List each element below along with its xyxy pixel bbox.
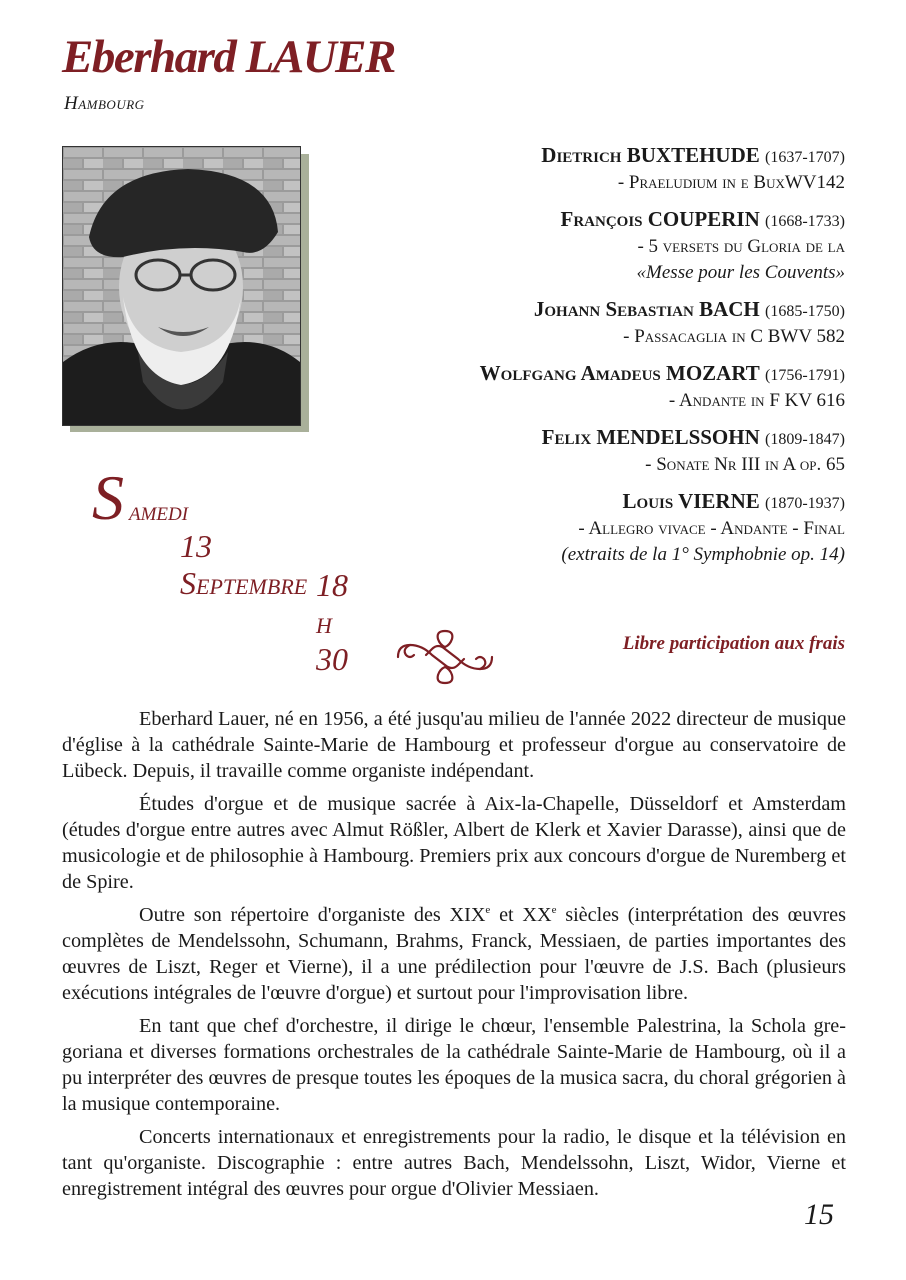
biography	[62, 706, 846, 1209]
flourish-ornament-icon	[392, 625, 498, 690]
work-subtitle: (extraits de la 1° Symphobnie op. 14)	[561, 544, 845, 565]
program-item-mozart	[325, 361, 845, 414]
program-item-vierne	[325, 489, 845, 568]
composer-name: Louis VIERNE	[622, 489, 760, 513]
work-subtitle: «Messe pour les Couvents»	[636, 262, 845, 283]
admission-note: Libre participation aux frais	[622, 633, 845, 654]
program-item-couperin	[325, 207, 845, 286]
composer-name: Felix MENDELSSOHN	[541, 425, 760, 449]
composer-name: Dietrich BUXTEHUDE	[541, 143, 760, 167]
bio-text: et XX	[490, 904, 552, 926]
work-title: - Andante in F KV 616	[668, 390, 845, 411]
program-item-mendelssohn	[325, 425, 845, 478]
composer-name: François COUPERIN	[560, 207, 760, 231]
concert-time: 18 h 30	[316, 567, 348, 677]
composer-dates: (1809-1847)	[765, 431, 845, 448]
bio-text: siècles (interprétation des œuvres complètes de Mendelssohn, Schumann, Brahms, Franck, Messiaen, de parties importantes des œuvres de Liszt, Reger et Vierne), il a une prédilection pour l'œuvre de J.S. Bach (plusieurs exécutions intégrales de l'œuvre d'orgue) et surtout pour l'improvisation libre.	[62, 904, 846, 1004]
page-number: 15	[804, 1198, 834, 1231]
day-initial: S	[92, 462, 124, 533]
bio-text: Outre son répertoire d'organiste des XIX	[139, 904, 486, 926]
concert-day-date: 13 Septembre	[180, 528, 308, 601]
work-title: - Passacaglia in C BWV 582	[623, 326, 845, 347]
work-title: - Allegro vivace - Andante - Final	[578, 518, 845, 539]
composer-name: Johann Sebastian BACH	[533, 297, 760, 321]
bio-paragraph: Études d'orgue et de musique sacrée à Aix-la-Chapelle, Düsseldorf et Amsterdam (études d'orgue entre autres avec Almut Rößler, Albert de Klerk et Xavier Darasse), ainsi que de musicologie et de philosophie à Hambourg. Premiers prix aux concours d'orgue de Nuremberg et de Spire.	[62, 793, 846, 893]
superscript: e	[485, 904, 491, 916]
bio-paragraph: En tant que chef d'orchestre, il dirige le chœur, l'ensemble Palestrina, la Schola gregoriana et diverses formations orchestrales de la cathédrale Sainte-Marie de Hambourg, où il a pu interpréter des œuvres de presque toutes les époques de la musica sacra, du choral grégorien à la musique contemporaine.	[62, 1015, 846, 1115]
composer-dates: (1685-1750)	[765, 303, 845, 320]
day-name: amedi	[129, 496, 189, 526]
city-subtitle: Hambourg	[64, 93, 145, 114]
superscript: e	[551, 904, 557, 916]
work-title: - Sonate Nr III in A op. 65	[645, 454, 845, 475]
composer-dates: (1668-1733)	[765, 213, 845, 230]
page-title: Eberhard LAUER	[62, 31, 395, 83]
program-item-bach	[325, 297, 845, 350]
composer-name: Wolfgang Amadeus MOZART	[479, 361, 760, 385]
composer-dates: (1756-1791)	[765, 367, 845, 384]
composer-dates: (1870-1937)	[765, 495, 845, 512]
work-title: - 5 versets du Gloria de la	[637, 236, 845, 257]
bio-paragraph: Eberhard Lauer, né en 1956, a été jusqu'au milieu de l'année 2022 directeur de musique d'église à la cathédrale Sainte-Marie de Hambourg et professeur d'orgue au conservatoire de Lübeck. Depuis, il travaille comme organiste indépendant.	[62, 708, 846, 782]
bio-paragraph: Concerts internationaux et enregistrements pour la radio, le disque et la télévision en tant qu'organiste. Discographie : entre autres Bach, Mendelssohn, Liszt, Widor, Vierne et enregistrement intégral des œuvres pour orgue d'Olivier Messiaen.	[62, 1126, 846, 1200]
concert-program	[325, 143, 845, 568]
organist-portrait	[62, 146, 301, 426]
composer-dates: (1637-1707)	[765, 149, 845, 166]
program-item-buxtehude	[325, 143, 845, 196]
bio-paragraph	[62, 902, 846, 1006]
work-title: - Praeludium in e BuxWV142	[617, 172, 845, 193]
